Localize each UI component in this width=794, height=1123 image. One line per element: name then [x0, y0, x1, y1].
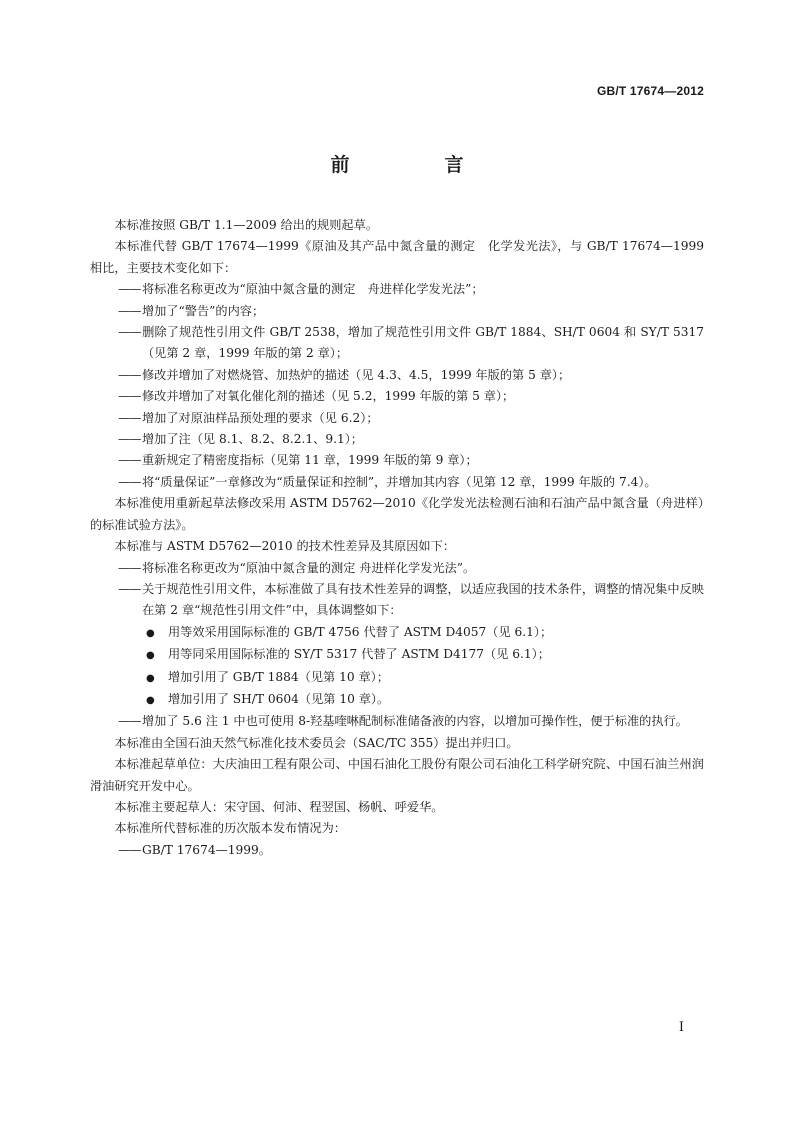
dash-marker: ——: [118, 325, 141, 340]
bullet-icon: ●: [146, 650, 155, 662]
paragraph-text: 将标准名称更改为“原油中氮含量的测定 舟进样化学发光法”；: [142, 282, 484, 297]
paragraph-text: 本标准主要起草人：宋守国、何沛、程翌国、杨帆、呼爱华。: [114, 799, 444, 814]
bullet-icon: ●: [146, 627, 155, 639]
dash-list-item: [90, 472, 704, 493]
paragraph-text: 增加了 5.6 注 1 中也可使用 8-羟基喹啉配制标准储备液的内容，以增加可操作性，便于标准的执行。: [142, 714, 688, 729]
dash-marker: ——: [118, 367, 141, 382]
bullet-list-item: [90, 644, 704, 666]
paragraph-text: 修改并增加了对燃烧管、加热炉的描述（见 4.3、4.5，1999 年版的第 5 章）；: [142, 367, 571, 382]
bullet-list-item: [90, 622, 704, 644]
dash-list-item: [90, 711, 704, 732]
dash-list-item: [90, 279, 704, 300]
bullet-list-item: [90, 689, 704, 711]
paragraph: [90, 236, 704, 279]
paragraph-text: 修改并增加了对氧化催化剂的描述（见 5.2，1999 年版的第 5 章）；: [142, 389, 515, 404]
standard-code: GB/T 17674—2012: [596, 84, 704, 98]
paragraph-text: 将标准名称更改为“原油中氮含量的测定 舟进样化学发光法”。: [142, 560, 476, 575]
dash-marker: ——: [118, 560, 141, 575]
bullet-icon: ●: [146, 672, 155, 684]
bullet-list-item: [90, 667, 704, 689]
dash-marker: ——: [118, 303, 141, 318]
paragraph: [90, 797, 704, 818]
dash-list-item: [90, 429, 704, 450]
paragraph: [90, 754, 704, 797]
paragraph-text: 本标准按照 GB/T 1.1—2009 给出的规则起草。: [114, 218, 378, 232]
paragraph-text: 增加了注（见 8.1、8.2、8.2.1、9.1）；: [142, 432, 363, 447]
paragraph-text: 本标准与 ASTM D5762—2010 的技术性差异及其原因如下：: [114, 539, 455, 554]
dash-list-item: [90, 365, 704, 386]
dash-marker: ——: [118, 389, 141, 404]
paragraph: [90, 733, 704, 754]
paragraph: [90, 215, 704, 236]
dash-marker: ——: [118, 432, 141, 447]
dash-marker: ——: [118, 453, 141, 468]
paragraph-text: 用等效采用国际标准的 GB/T 4756 代替了 ASTM D4057（见 6.1）；: [168, 624, 553, 639]
foreword-body: [90, 215, 704, 861]
dash-list-item: [90, 322, 704, 365]
paragraph-text: 重新规定了精密度指标（见第 11 章，1999 年版的第 9 章）；: [142, 453, 478, 468]
paragraph-text: 本标准代替 GB/T 17674—1999《原油及其产品中氮含量的测定 化学发光法》，与 GB/T 17674—1999 相比，主要技术变化如下：: [90, 239, 704, 275]
paragraph-text: 增加引用了 GB/T 1884（见第 10 章）；: [168, 669, 389, 684]
paragraph-text: 关于规范性引用文件，本标准做了具有技术性差异的调整，以适应我国的技术条件，调整的情况集中反映在第 2 章“规范性引用文件”中，具体调整如下：: [142, 581, 704, 618]
paragraph-text: 本标准由全国石油天然气标准化技术委员会（SAC/TC 355）提出并归口。: [114, 735, 519, 750]
dash-marker: ——: [118, 714, 141, 729]
dash-list-item: [90, 301, 704, 322]
paragraph-text: 本标准起草单位：大庆油田工程有限公司、中国石油化工股份有限公司石油化工科学研究院、中国石油兰州润滑油研究开发中心。: [90, 757, 704, 793]
paragraph: [90, 818, 704, 839]
paragraph-text: 用等同采用国际标准的 SY/T 5317 代替了 ASTM D4177（见 6.1）；: [168, 647, 550, 662]
paragraph-text: 增加了“警告”的内容；: [142, 303, 265, 318]
dash-marker: ——: [118, 842, 141, 857]
dash-list-item: [90, 386, 704, 407]
paragraph-text: 本标准所代替标准的历次版本发布情况为：: [114, 821, 346, 836]
dash-list-item: [90, 579, 704, 622]
paragraph-text: 删除了规范性引用文件 GB/T 2538，增加了规范性引用文件 GB/T 1884、SH/T 0604 和 SY/T 5317（见第 2 章，1999 年版的第 2 章）；: [142, 325, 704, 361]
paragraph: [90, 493, 704, 536]
dash-marker: ——: [118, 282, 141, 297]
dash-list-item: [90, 408, 704, 429]
bullet-icon: ●: [146, 694, 155, 706]
dash-list-item: [90, 558, 704, 579]
dash-marker: ——: [118, 581, 141, 596]
page-number: I: [678, 1020, 684, 1035]
dash-marker: ——: [118, 410, 141, 425]
paragraph-text: 将“质量保证”一章修改为“质量保证和控制”，并增加其内容（见第 12 章，1999 年版的 7.4）。: [142, 474, 657, 489]
dash-list-item: [90, 450, 704, 471]
paragraph-text: GB/T 17674—1999。: [142, 842, 271, 857]
dash-marker: ——: [118, 474, 141, 489]
paragraph-text: 增加引用了 SH/T 0604（见第 10 章）。: [168, 691, 390, 706]
page-title: 前 言: [330, 154, 502, 176]
dash-list-item: [90, 840, 704, 861]
paragraph: [90, 536, 704, 557]
paragraph-text: 本标准使用重新起草法修改采用 ASTM D5762—2010《化学发光法检测石油和石油产品中氮含量（舟进样）的标准试验方法》。: [90, 496, 704, 532]
paragraph-text: 增加了对原油样品预处理的要求（见 6.2）；: [142, 410, 379, 425]
